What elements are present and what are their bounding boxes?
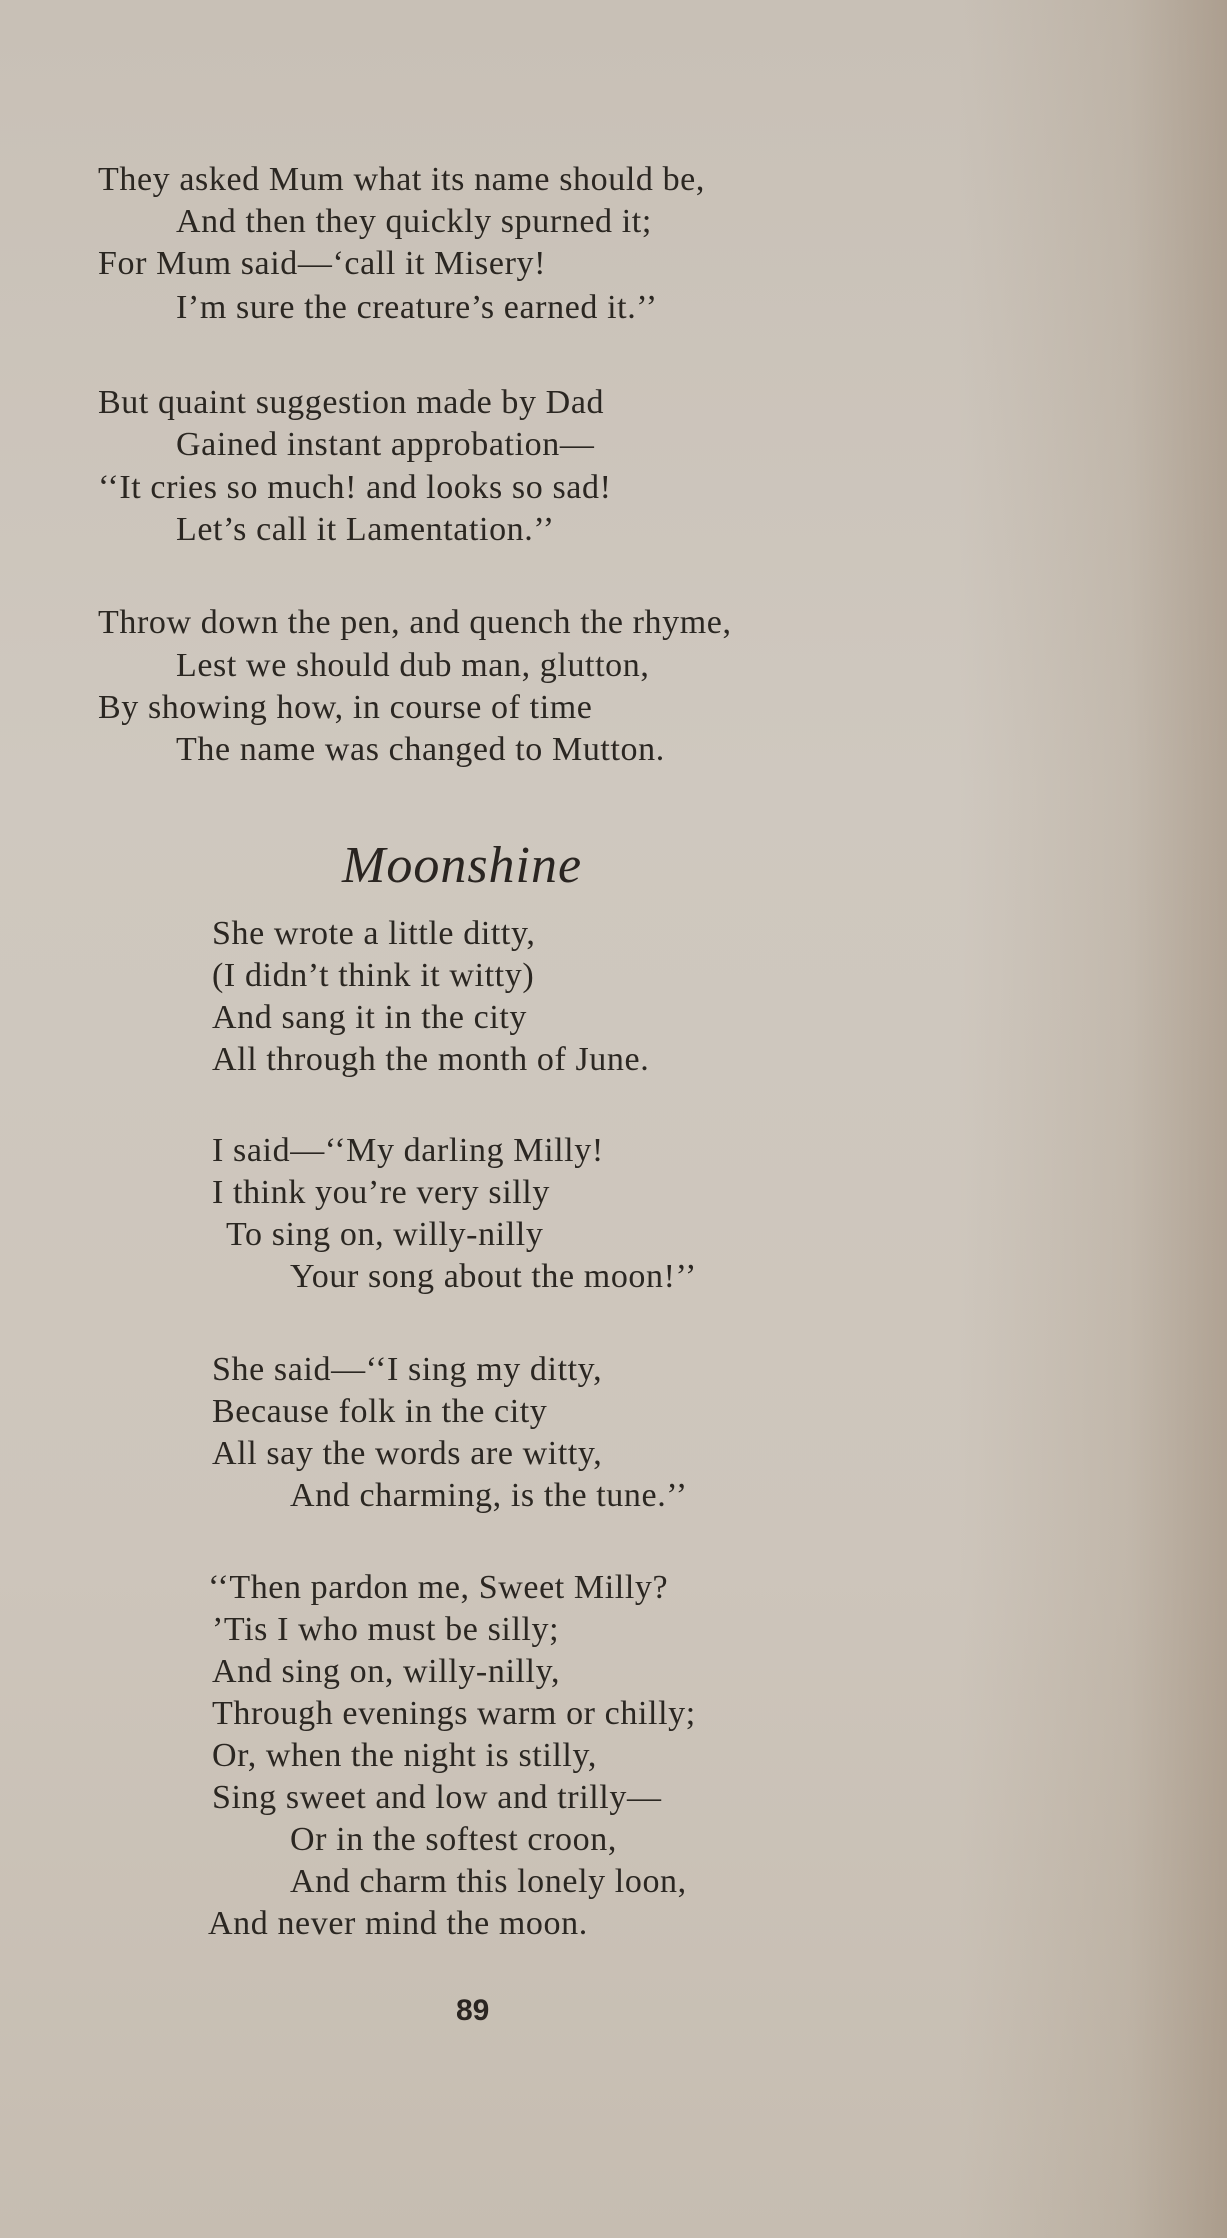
poem-line: Because folk in the city	[212, 1393, 548, 1430]
poem-line: All say the words are witty,	[212, 1435, 603, 1472]
poem-line: And sang it in the city	[212, 999, 528, 1036]
poem-line: Let’s call it Lamentation.’’	[176, 511, 555, 548]
poem-line: To sing on, willy-nilly	[226, 1216, 544, 1253]
poem-line: And charm this lonely loon,	[290, 1863, 687, 1900]
poem-line: She wrote a little ditty,	[212, 915, 536, 952]
poem-line: I’m sure the creature’s earned it.’’	[176, 289, 658, 326]
poem-line: And never mind the moon.	[208, 1905, 588, 1942]
poem-line: (I didn’t think it witty)	[212, 957, 535, 994]
poem-line: For Mum said—‘call it Misery!	[98, 245, 547, 282]
poem-line: Lest we should dub man, glutton,	[176, 647, 650, 684]
poem-line: They asked Mum what its name should be,	[98, 161, 705, 198]
poem-line: ‘‘It cries so much! and looks so sad!	[98, 469, 612, 506]
poem-line: But quaint suggestion made by Dad	[98, 384, 605, 421]
poem-line: And charming, is the tune.’’	[290, 1477, 688, 1514]
poem-line: All through the month of June.	[212, 1041, 650, 1078]
poem-line: And then they quickly spurned it;	[176, 203, 652, 240]
poem-line: The name was changed to Mutton.	[176, 731, 665, 768]
poem-line: Your song about the moon!’’	[290, 1258, 697, 1295]
poem-line: She said—‘‘I sing my ditty,	[212, 1351, 603, 1388]
poem-line: And sing on, willy-nilly,	[212, 1653, 561, 1690]
poem-line: ’Tis I who must be silly;	[212, 1611, 560, 1648]
poem-line: Or in the softest croon,	[290, 1821, 617, 1858]
poem-line: Gained instant approbation—	[176, 426, 595, 463]
poem-line: Through evenings warm or chilly;	[212, 1695, 696, 1732]
poem-line: Sing sweet and low and trilly—	[212, 1779, 662, 1816]
poem-line: I said—‘‘My darling Milly!	[212, 1132, 604, 1169]
poem-line: Or, when the night is stilly,	[212, 1737, 597, 1774]
poem-line: ‘‘Then pardon me, Sweet Milly?	[208, 1569, 669, 1606]
poem-title: Moonshine	[342, 837, 583, 894]
poem-line: By showing how, in course of time	[98, 689, 593, 726]
poem-line: Throw down the pen, and quench the rhyme,	[98, 604, 732, 641]
poem-line: I think you’re very silly	[212, 1174, 550, 1211]
page-number: 89	[456, 1994, 490, 2027]
